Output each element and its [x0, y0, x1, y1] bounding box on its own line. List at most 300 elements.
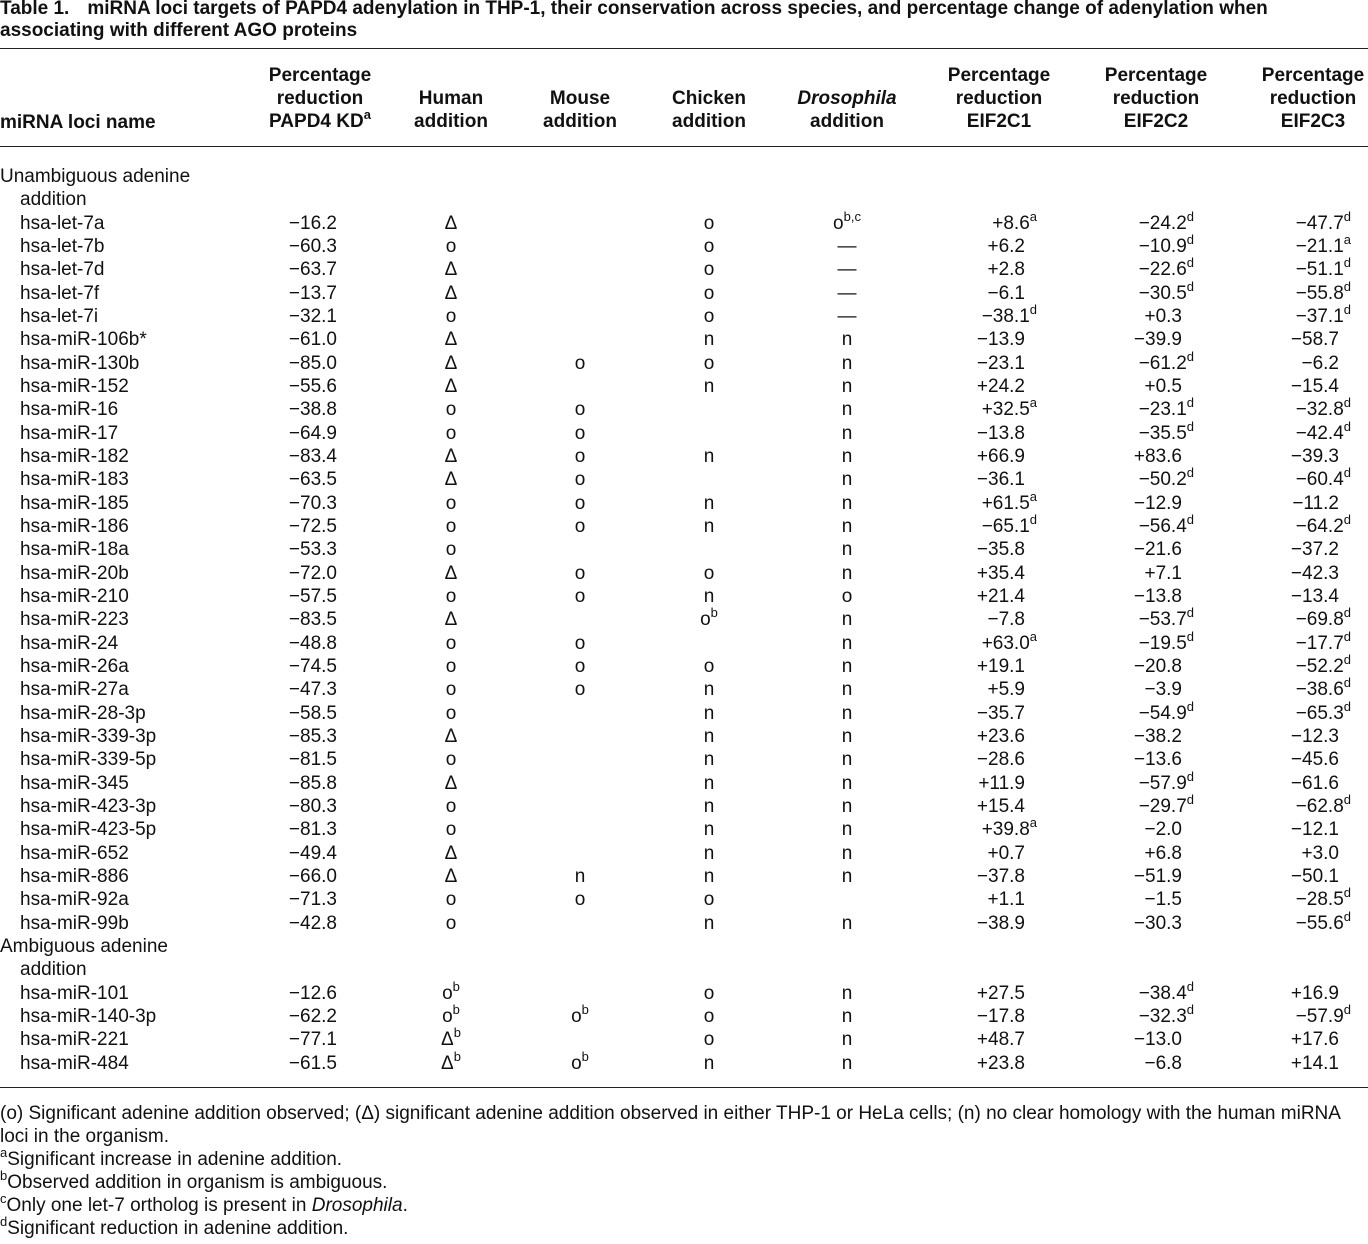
table-row: [0, 488, 1368, 515]
cell-human: [391, 235, 511, 258]
cell-dros: [787, 982, 907, 1005]
cell-footnote-mark: d: [1029, 301, 1037, 317]
mirna-name: hsa-miR-423-3p: [20, 795, 157, 817]
mirna-name: hsa-miR-423-5p: [20, 819, 157, 841]
cell-e1: [929, 1005, 1025, 1028]
cell-value: +27.5: [976, 982, 1025, 1004]
cell-value: −57.5: [288, 585, 337, 607]
cell-papd4: [230, 725, 337, 748]
cell-value: o: [445, 702, 457, 724]
cell-footnote-mark: d: [1343, 885, 1351, 901]
cell-e1: [929, 795, 1025, 818]
cell-value: +6.2: [987, 235, 1025, 257]
cell-chicken: [649, 655, 769, 678]
cell-footnote-mark: d: [1343, 301, 1351, 317]
cell-value: −80.3: [288, 795, 337, 817]
cell-human: [391, 538, 511, 561]
table-title: miRNA loci targets of PAPD4 adenylation in THP-1, their conservation across species, and percentage change of adenylation when associating with different AGO proteins: [0, 0, 1268, 41]
cell-value: −38.4: [1138, 982, 1187, 1004]
table-row: [0, 231, 1368, 258]
cell-footnote-mark: d: [1343, 675, 1351, 691]
cell-footnote-mark: d: [1186, 231, 1194, 247]
cell-e2: [1086, 1052, 1182, 1075]
cell-value: −37.8: [976, 865, 1025, 887]
cell-e3: [1243, 208, 1351, 235]
footnote-legend: (o) Significant adenine addition observed; (Δ) significant adenine addition observed in either THP-1 or HeLa cells; (n) no clear homology with the human miRNA loci in the organism.: [0, 1103, 1340, 1147]
table-row: [0, 445, 1368, 468]
cell-dros: [787, 445, 907, 468]
cell-chicken: [649, 328, 769, 351]
cell-value: +3.0: [1301, 842, 1339, 864]
mirna-name: hsa-let-7d: [20, 259, 105, 281]
cell-papd4: [230, 888, 337, 911]
cell-value: n: [841, 865, 853, 887]
section-title: [0, 935, 1368, 958]
cell-value: −2.0: [1144, 819, 1182, 841]
cell-footnote-mark: b: [452, 1001, 460, 1017]
cell-value: −39.9: [1133, 329, 1182, 351]
cell-value: o: [571, 1005, 582, 1027]
cell-value: n: [841, 632, 853, 654]
cell-value: o: [574, 492, 586, 514]
cell-dros: [787, 208, 907, 235]
cell-e3: [1243, 301, 1351, 328]
cell-value: +21.4: [976, 585, 1025, 607]
table-row: [0, 465, 1368, 491]
cell-value: +19.1: [976, 655, 1025, 677]
header-papd4-line2: reduction: [276, 88, 364, 109]
cell-value: −85.3: [288, 725, 337, 747]
cell-value: n: [841, 515, 853, 537]
cell-value: +0.3: [1144, 305, 1182, 327]
cell-dros: [787, 375, 907, 398]
cell-dros: [787, 282, 907, 305]
cell-footnote-mark: d: [1343, 791, 1351, 807]
cell-value: −77.1: [288, 1029, 337, 1051]
table-row: [0, 651, 1368, 678]
mirna-name: hsa-miR-652: [20, 842, 129, 864]
cell-value: −57.9: [1138, 772, 1187, 794]
cell-e2: [1086, 465, 1194, 491]
cell-value: −81.5: [288, 749, 337, 771]
cell-footnote-mark: d: [1186, 628, 1194, 644]
header-eif2c1: Percentage reduction EIF2C1: [947, 65, 1051, 132]
cell-footnote-mark: d: [1343, 395, 1351, 411]
cell-e1: [929, 912, 1025, 935]
cell-human: [391, 865, 511, 888]
cell-value: −11.2: [1292, 492, 1339, 514]
cell-papd4: [230, 748, 337, 771]
cell-dros: [787, 795, 907, 818]
cell-papd4: [230, 445, 337, 468]
cell-dros: [787, 422, 907, 445]
cell-value: −23.1: [976, 352, 1025, 374]
mirna-name: hsa-miR-140-3p: [20, 1005, 157, 1027]
cell-footnote-mark: d: [1343, 651, 1351, 667]
cell-value: +8.6: [992, 212, 1030, 234]
mirna-name: hsa-miR-152: [20, 375, 129, 397]
cell-human: [391, 585, 511, 608]
cell-value: o: [445, 492, 457, 514]
cell-value: o: [574, 352, 586, 374]
cell-e3: [1243, 395, 1351, 421]
cell-value: −65.3: [1295, 702, 1344, 724]
cell-footnote-mark: b: [453, 1025, 461, 1041]
cell-value: −35.7: [976, 702, 1025, 724]
cell-mouse: [520, 678, 640, 701]
cell-value: o: [574, 585, 586, 607]
cell-papd4: [230, 608, 337, 631]
cell-e3: [1243, 725, 1339, 748]
cell-e2: [1086, 511, 1194, 538]
cell-dros: [787, 305, 907, 328]
cell-value: Δ: [444, 772, 458, 794]
mirna-name: hsa-miR-183: [20, 469, 129, 491]
cell-value: +6.8: [1144, 842, 1182, 864]
cell-value: —: [837, 282, 857, 304]
cell-value: o: [574, 445, 586, 467]
cell-e1: [929, 562, 1025, 585]
mirna-name: hsa-miR-101: [20, 982, 129, 1004]
cell-value: Δ: [444, 282, 458, 304]
cell-value: −48.8: [288, 632, 337, 654]
header-name: miRNA loci name: [0, 112, 156, 133]
cell-dros: [787, 585, 907, 608]
cell-footnote-mark: d: [1343, 1001, 1351, 1017]
cell-value: o: [442, 1005, 453, 1027]
cell-footnote-mark: d: [1343, 908, 1351, 924]
cell-footnote-mark: a: [1029, 395, 1037, 411]
cell-value: +24.2: [976, 375, 1025, 397]
cell-value: −53.7: [1138, 609, 1187, 631]
cell-chicken: [649, 258, 769, 281]
cell-value: n: [841, 1029, 853, 1051]
cell-footnote-mark: d: [1343, 418, 1351, 434]
cell-e2: [1086, 725, 1182, 748]
cell-mouse: [520, 562, 640, 585]
cell-e3: [1243, 538, 1339, 561]
cell-value: n: [841, 445, 853, 467]
cell-chicken: [649, 352, 769, 375]
mirna-name: hsa-miR-17: [20, 422, 119, 444]
table-row: [0, 865, 1368, 888]
cell-e1: [929, 842, 1025, 865]
cell-papd4: [230, 235, 337, 258]
cell-value: n: [841, 492, 853, 514]
cell-value: n: [841, 539, 853, 561]
cell-footnote-mark: b: [453, 1048, 461, 1064]
cell-value: +83.6: [1133, 445, 1182, 467]
cell-e1: [929, 1028, 1025, 1051]
cell-footnote-mark: d: [1343, 628, 1351, 644]
cell-value: −69.8: [1295, 609, 1344, 631]
cell-value: +0.5: [1144, 375, 1182, 397]
cell-chicken: [649, 818, 769, 841]
cell-value: −63.7: [288, 259, 337, 281]
cell-value: −62.2: [288, 1005, 337, 1027]
table-caption: [0, 0, 1368, 42]
cell-value: −30.5: [1138, 282, 1187, 304]
cell-e2: [1086, 255, 1194, 281]
cell-human: [391, 468, 511, 491]
cell-e2: [1086, 655, 1182, 678]
cell-value: Δ: [444, 445, 458, 467]
cell-e1: [929, 678, 1025, 701]
cell-chicken: [649, 212, 769, 235]
cell-e2: [1086, 328, 1182, 351]
mirna-name: hsa-miR-182: [20, 445, 129, 467]
cell-e3: [1243, 675, 1351, 701]
mirna-name: hsa-miR-130b: [20, 352, 140, 374]
cell-e2: [1086, 445, 1182, 468]
cell-value: −64.9: [288, 422, 337, 444]
cell-value: o: [574, 422, 586, 444]
cell-footnote-mark: d: [1186, 698, 1194, 714]
cell-value: o: [703, 235, 715, 257]
cell-value: o: [703, 982, 715, 1004]
cell-dros: [787, 1052, 907, 1075]
cell-value: −13.9: [976, 329, 1025, 351]
cell-value: n: [841, 749, 853, 771]
cell-dros: [787, 1005, 907, 1028]
cell-papd4: [230, 865, 337, 888]
cell-e3: [1243, 748, 1339, 771]
cell-value: o: [445, 655, 457, 677]
cell-footnote-mark: d: [1186, 208, 1194, 224]
cell-value: n: [841, 912, 853, 934]
table-row: [0, 255, 1368, 281]
cell-value: n: [703, 795, 715, 817]
cell-human: [391, 445, 511, 468]
mirna-name: hsa-miR-106b*: [20, 329, 147, 351]
cell-value: n: [841, 399, 853, 421]
cell-value: −83.4: [288, 445, 337, 467]
cell-dros: [787, 468, 907, 491]
cell-value: −61.2: [1138, 352, 1187, 374]
cell-value: o: [445, 235, 457, 257]
cell-e1: [929, 301, 1037, 328]
cell-value: −38.9: [976, 912, 1025, 934]
cell-e1: [929, 772, 1025, 795]
cell-dros: [787, 398, 907, 421]
cell-footnote-mark: d: [1186, 511, 1194, 527]
cell-value: o: [445, 912, 457, 934]
mirna-name: hsa-miR-223: [20, 609, 129, 631]
cell-value: o: [703, 259, 715, 281]
cell-value: —: [837, 235, 857, 257]
cell-value: o: [703, 889, 715, 911]
cell-value: −60.3: [288, 235, 337, 257]
cell-value: +17.6: [1290, 1029, 1339, 1051]
cell-chicken: [649, 1005, 769, 1028]
cell-value: n: [574, 865, 586, 887]
cell-e3: [1243, 465, 1351, 491]
cell-footnote-mark: d: [1186, 348, 1194, 364]
cell-papd4: [230, 1028, 337, 1051]
cell-value: −13.6: [1133, 749, 1182, 771]
cell-human: [391, 1048, 511, 1075]
cell-value: −55.6: [288, 375, 337, 397]
cell-mouse: [520, 865, 640, 888]
cell-value: −13.7: [288, 282, 337, 304]
cell-value: o: [445, 422, 457, 444]
cell-chicken: [649, 982, 769, 1005]
cell-e2: [1086, 395, 1194, 421]
cell-chicken: [649, 842, 769, 865]
cell-footnote-mark: a: [1029, 815, 1037, 831]
cell-value: −13.4: [1290, 585, 1339, 607]
cell-papd4: [230, 982, 337, 1005]
mirna-name: hsa-let-7a: [20, 212, 105, 234]
cell-value: o: [703, 282, 715, 304]
cell-value: n: [841, 772, 853, 794]
cell-value: n: [841, 469, 853, 491]
cell-value: −16.2: [288, 212, 337, 234]
cell-footnote-mark: d: [1186, 768, 1194, 784]
section-title-line: Ambiguous adenine: [0, 935, 168, 957]
table-row: [0, 585, 1368, 608]
cell-value: −62.8: [1295, 795, 1344, 817]
table-row: [0, 538, 1368, 561]
mirna-name: hsa-miR-28-3p: [20, 702, 146, 724]
cell-dros: [787, 748, 907, 771]
table-row: [0, 562, 1368, 585]
cell-e2: [1086, 348, 1194, 375]
cell-footnote-mark: a: [1029, 208, 1037, 224]
cell-value: −64.2: [1295, 515, 1344, 537]
table-row: [0, 395, 1368, 421]
cell-footnote-mark: b: [452, 978, 460, 994]
cell-e2: [1086, 978, 1194, 1005]
cell-dros: [787, 632, 907, 655]
cell-chicken: [649, 912, 769, 935]
cell-chicken: [649, 678, 769, 701]
cell-value: −61.0: [288, 329, 337, 351]
cell-value: o: [574, 679, 586, 701]
cell-dros: [787, 725, 907, 748]
cell-mouse: [520, 422, 640, 445]
cell-e1: [929, 1052, 1025, 1075]
cell-e3: [1243, 375, 1339, 398]
table-row: [0, 791, 1368, 818]
cell-value: n: [703, 375, 715, 397]
cell-e3: [1243, 278, 1351, 305]
cell-value: +23.6: [976, 725, 1025, 747]
cell-value: −58.5: [288, 702, 337, 724]
cell-value: −29.7: [1138, 795, 1187, 817]
table-row: [0, 908, 1368, 935]
cell-value: Δ: [444, 469, 458, 491]
cell-e3: [1243, 651, 1351, 678]
cell-value: o: [445, 749, 457, 771]
cell-e2: [1086, 605, 1194, 631]
cell-value: −63.5: [288, 469, 337, 491]
cell-e3: [1243, 818, 1339, 841]
cell-footnote-mark: d: [1343, 465, 1351, 481]
cell-value: −72.5: [288, 515, 337, 537]
cell-papd4: [230, 305, 337, 328]
cell-chicken: [649, 605, 769, 631]
table-row: [0, 348, 1368, 375]
cell-papd4: [230, 818, 337, 841]
cell-e3: [1243, 628, 1351, 655]
cell-human: [391, 655, 511, 678]
cell-chicken: [649, 772, 769, 795]
cell-value: −6.2: [1301, 352, 1339, 374]
table-row: [0, 605, 1368, 631]
cell-dros: [787, 608, 907, 631]
cell-e3: [1243, 1001, 1351, 1028]
cell-papd4: [230, 258, 337, 281]
cell-value: +61.5: [981, 492, 1030, 514]
cell-value: −74.5: [288, 655, 337, 677]
cell-e3: [1243, 791, 1351, 818]
cell-value: o: [445, 399, 457, 421]
cell-dros: [787, 842, 907, 865]
cell-value: o: [703, 305, 715, 327]
cell-value: −32.1: [288, 305, 337, 327]
header-human: Human addition: [414, 88, 488, 132]
cell-e3: [1243, 772, 1339, 795]
cell-value: o: [445, 889, 457, 911]
cell-footnote-mark: d: [1186, 278, 1194, 294]
section-title: [0, 958, 1368, 981]
cell-value: −55.6: [1295, 912, 1344, 934]
cell-value: n: [841, 982, 853, 1004]
cell-value: n: [703, 445, 715, 467]
cell-e2: [1086, 375, 1182, 398]
cell-chicken: [649, 492, 769, 515]
cell-value: −13.8: [1133, 585, 1182, 607]
table-row: [0, 1048, 1368, 1075]
table-row: [0, 418, 1368, 445]
cell-value: n: [703, 585, 715, 607]
cell-human: [391, 842, 511, 865]
cell-value: −1.5: [1144, 889, 1182, 911]
cell-value: −42.8: [288, 912, 337, 934]
cell-footnote-mark: b,c: [843, 208, 861, 224]
cell-value: o: [445, 795, 457, 817]
cell-value: Δ: [444, 259, 458, 281]
cell-chicken: [649, 585, 769, 608]
cell-value: −23.1: [1138, 399, 1187, 421]
cell-papd4: [230, 538, 337, 561]
table-row: [0, 842, 1368, 865]
cell-e2: [1086, 842, 1182, 865]
cell-value: −28.5: [1295, 889, 1344, 911]
cell-e1: [929, 352, 1025, 375]
cell-value: −50.2: [1138, 469, 1187, 491]
cell-value: o: [445, 515, 457, 537]
cell-papd4: [230, 795, 337, 818]
cell-value: −85.0: [288, 352, 337, 374]
cell-footnote-mark: d: [1343, 511, 1351, 527]
cell-value: −13.0: [1133, 1029, 1182, 1051]
cell-footnote-mark: a: [1029, 488, 1037, 504]
mirna-name: hsa-miR-185: [20, 492, 129, 514]
table-row: [0, 511, 1368, 538]
cell-value: −51.1: [1295, 259, 1344, 281]
footnote-c: $^c$Only one let-7 ortholog is present in Drosophila.: [0, 1191, 408, 1216]
cell-value: −42.3: [1290, 562, 1339, 584]
cell-e3: [1243, 352, 1339, 375]
cell-value: o: [574, 399, 586, 421]
cell-value: −12.6: [288, 982, 337, 1004]
cell-footnote-mark: d: [1186, 395, 1194, 411]
cell-e2: [1086, 628, 1194, 655]
cell-e3: [1243, 908, 1351, 935]
table-row: [0, 1001, 1368, 1028]
